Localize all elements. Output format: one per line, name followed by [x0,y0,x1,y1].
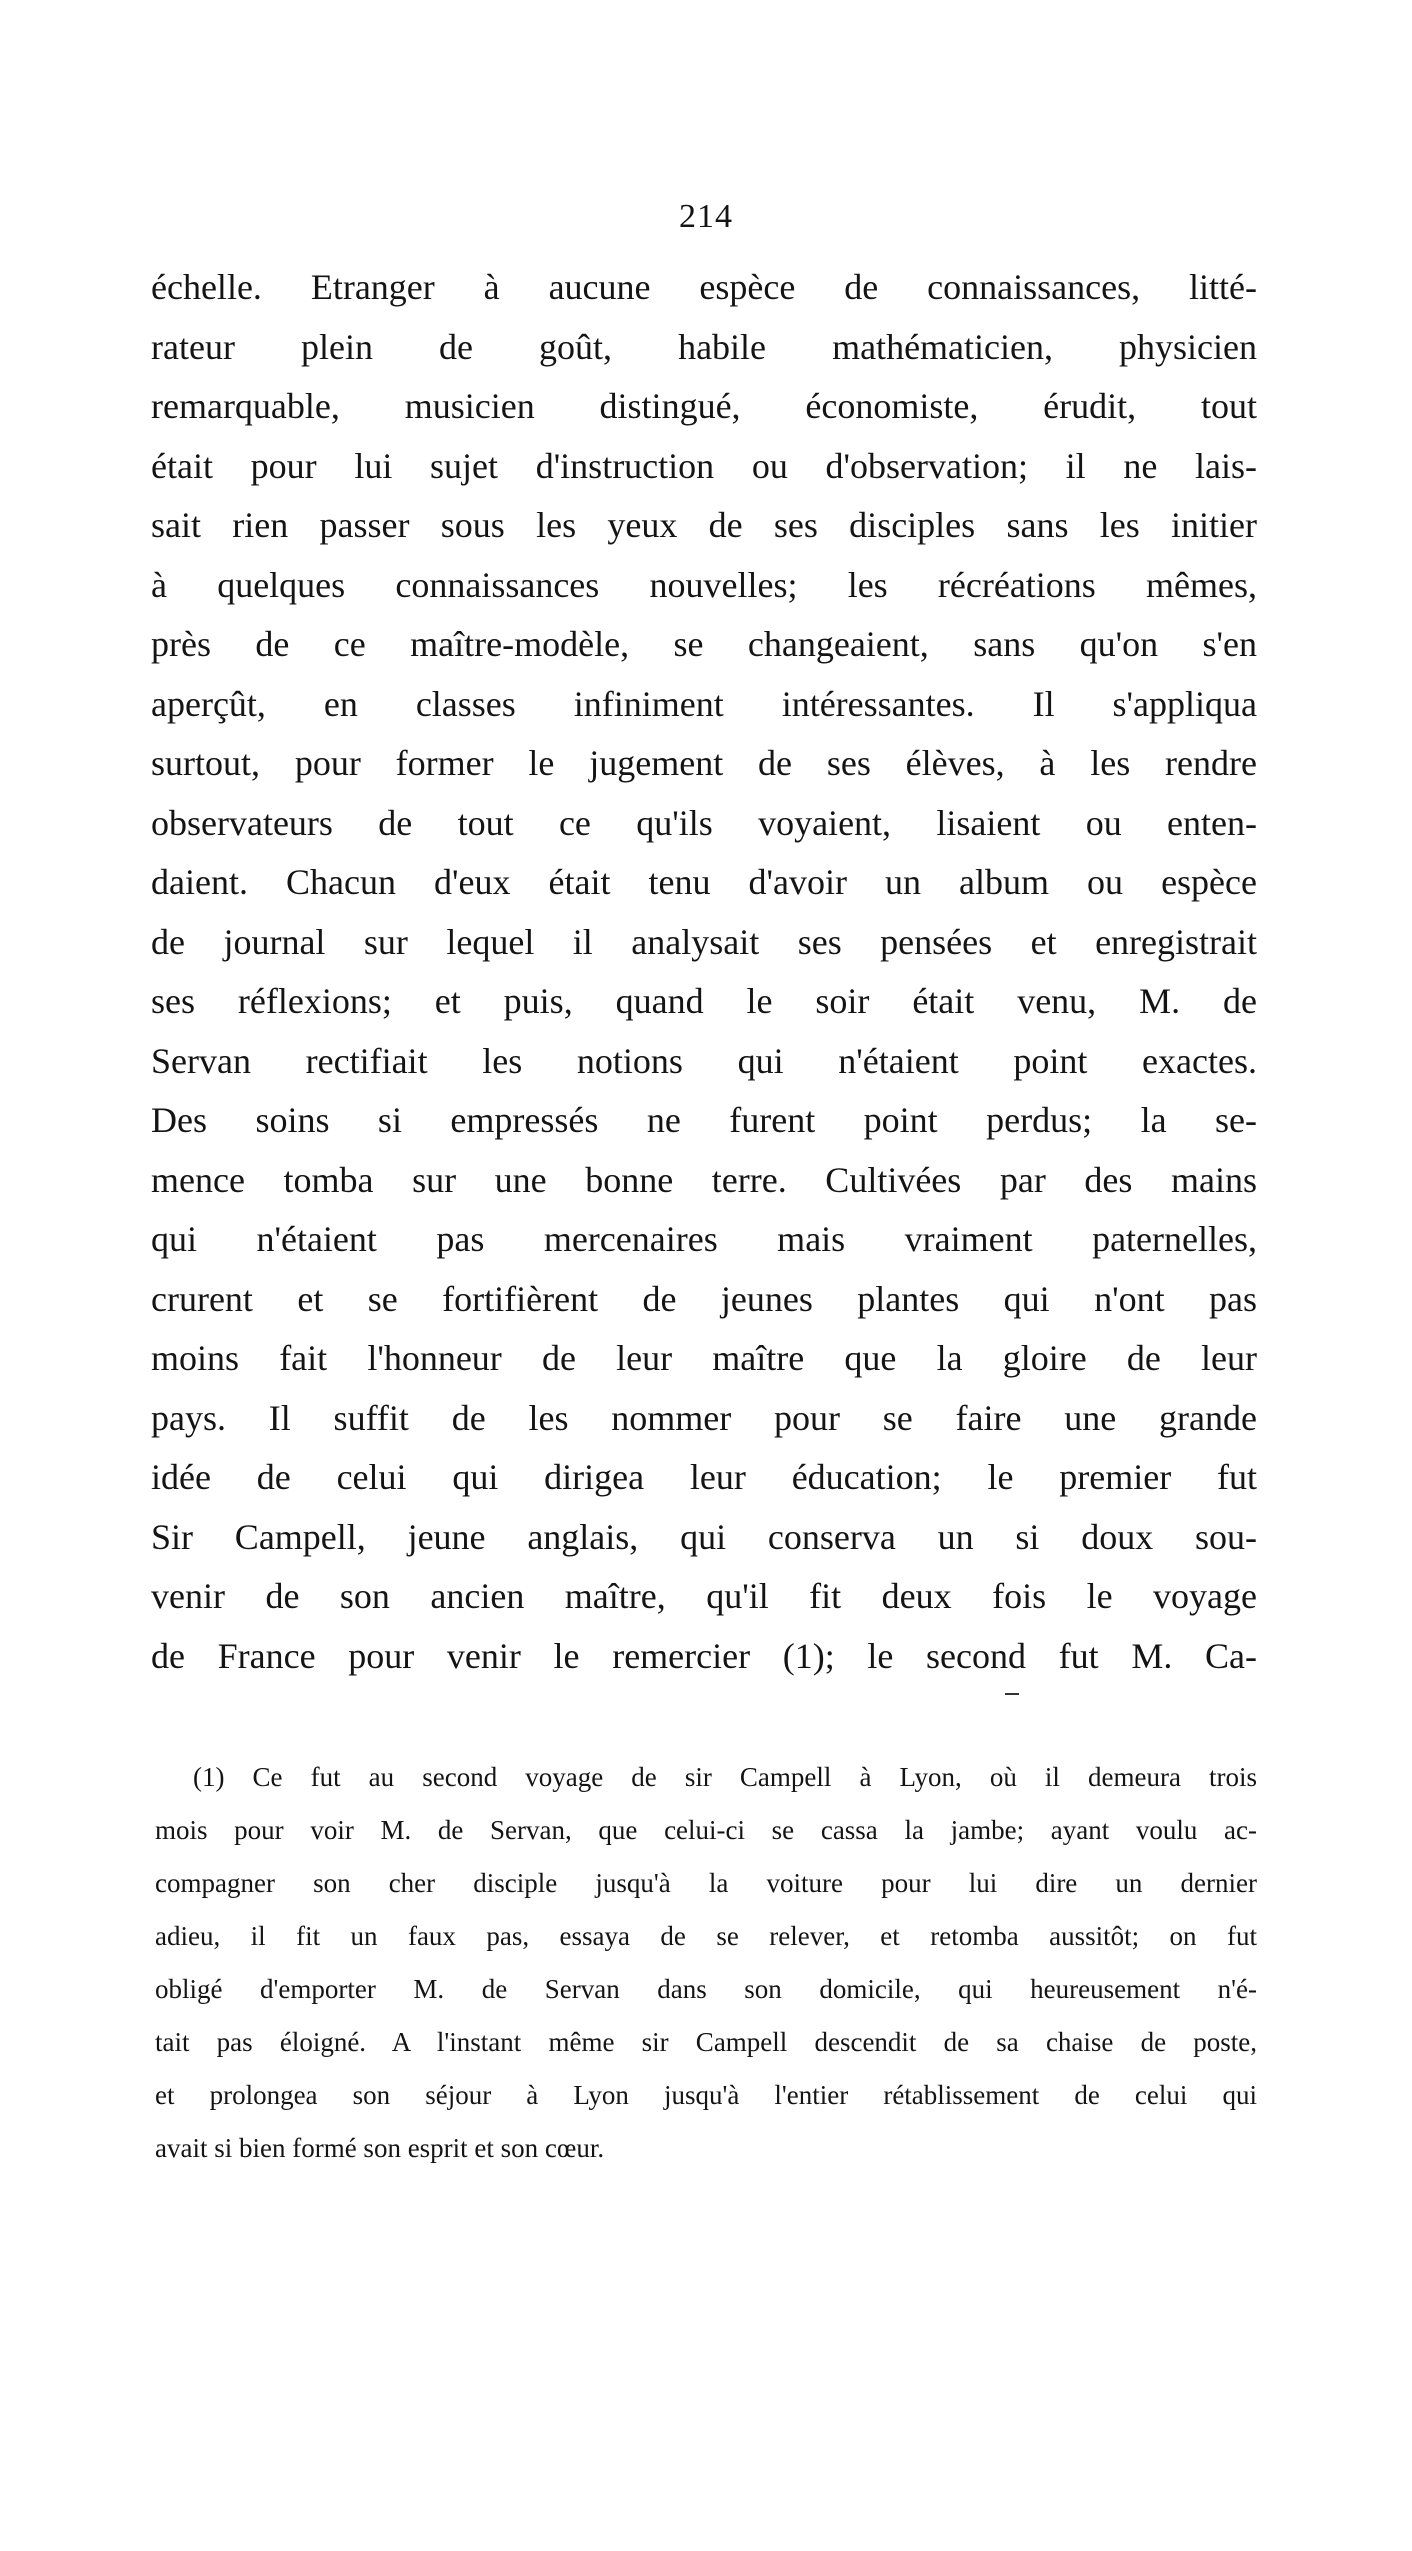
text-line: qui n'étaient pas mercenaires mais vraiment paternelles, [151,1219,1257,1259]
text-line: Sir Campell, jeune anglais, qui conserva un si doux sou- [151,1516,1257,1557]
text-line: Servan rectifiait les notions qui n'étaient point exactes. [151,1040,1257,1081]
text-line: venir de son ancien maître, qu'il fit deux fois le voyage [151,1576,1257,1616]
text-line: aperçût, en classes infiniment intéressantes. Il s'appliqua [151,683,1257,724]
text-line: échelle. Etranger à aucune espèce de connaissances, litté- [151,267,1257,307]
page-number: 214 [679,198,733,235]
text-line: pays. Il suffit de les nommer pour se faire une grande [151,1397,1257,1438]
footnote-line: compagner son cher disciple jusqu'à la voiture pour lui dire un dernier [155,1868,1257,1898]
text-line: sait rien passer sous les yeux de ses disciples sans les initier [151,505,1257,545]
text-line: crurent et se fortifièrent de jeunes plantes qui n'ont pas [151,1278,1257,1319]
text-line: observateurs de tout ce qu'ils voyaient, lisaient ou enten- [151,802,1257,843]
text-line: était pour lui sujet d'instruction ou d'observation; il ne lais- [151,445,1257,486]
footnote-line: obligé d'emporter M. de Servan dans son domicile, qui heureusement n'é- [155,1974,1257,2004]
footnote [155,1751,1257,2175]
text-line: rateur plein de goût, habile mathématicien, physicien [151,326,1257,367]
text-line: ses réflexions; et puis, quand le soir était venu, M. de [151,981,1257,1021]
footnote-line: tait pas éloigné. A l'instant même sir Campell descendit de sa chaise de poste, [155,2027,1257,2057]
text-line: surtout, pour former le jugement de ses élèves, à les rendre [151,743,1257,783]
footnote-line: (1) Ce fut au second voyage de sir Campell à Lyon, où il demeura trois [193,1762,1257,1792]
footnote-line: avait si bien formé son esprit et son cœur. [155,2133,605,2163]
footnote-line: et prolongea son séjour à Lyon jusqu'à l'entier rétablissement de celui qui [155,2080,1257,2110]
text-line: à quelques connaissances nouvelles; les récréations mêmes, [151,564,1257,605]
text-line: près de ce maître-modèle, se changeaient, sans qu'on s'en [151,624,1257,664]
footnote-line: adieu, il fit un faux pas, essaya de se relever, et retomba aussitôt; on fut [155,1921,1257,1951]
text-line: de France pour venir le remercier (1); le second fut M. Ca- [151,1635,1257,1676]
text-line: mence tomba sur une bonne terre. Cultivées par des mains [151,1159,1257,1200]
text-line: daient. Chacun d'eux était tenu d'avoir un album ou espèce [151,862,1257,902]
text-line: moins fait l'honneur de leur maître que la gloire de leur [151,1338,1257,1378]
text-line: idée de celui qui dirigea leur éducation; le premier fut [151,1457,1257,1497]
footnote-separator [1005,1693,1019,1695]
text-line: de journal sur lequel il analysait ses pensées et enregistrait [151,921,1257,962]
text-line: remarquable, musicien distingué, économiste, érudit, tout [151,386,1257,426]
text-line: Des soins si empressés ne furent point perdus; la se- [151,1100,1257,1140]
main-text [151,258,1257,1686]
footnote-line: mois pour voir M. de Servan, que celui-ci se cassa la jambe; ayant voulu ac- [155,1815,1257,1845]
